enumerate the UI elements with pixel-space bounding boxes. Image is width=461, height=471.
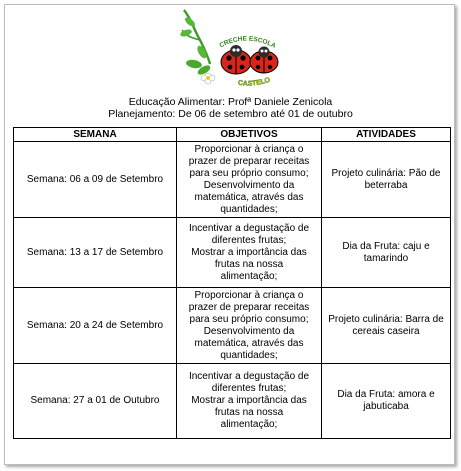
objetivo-line: matemática, através das	[194, 337, 304, 349]
atividades-cell: Projeto culinária: Pão de beterraba	[322, 142, 451, 218]
semana-cell: Semana: 27 a 01 de Outubro	[14, 364, 177, 439]
objetivo-line: frutas na nossa	[214, 258, 284, 270]
objetivos-cell	[177, 288, 322, 364]
svg-text:CASTELO	[237, 76, 271, 87]
column-header-objetivos: OBJETIVOS	[177, 128, 322, 142]
objetivo-line: matemática, através das	[194, 191, 304, 203]
objetivos-cell	[177, 364, 322, 439]
objetivo-line: para seu próprio consumo;	[189, 313, 309, 325]
semana-cell: Semana: 13 a 17 de Setembro	[14, 218, 177, 288]
objetivo-line: Mostrar a importância das	[191, 395, 307, 406]
column-header-atividades: ATIVIDADES	[322, 128, 451, 142]
atividades-cell: Dia da Fruta: amora e jabuticaba	[322, 364, 451, 439]
atividades-cell: Dia da Fruta: caju e tamarindo	[322, 218, 451, 288]
header-line-2: Planejamento: De 06 de setembro até 01 de outubro	[108, 108, 353, 120]
semana-cell: Semana: 06 a 09 de Setembro	[14, 142, 177, 218]
objetivo-line: diferentes frutas;	[211, 234, 287, 246]
ladybug-school-logo	[174, 6, 294, 92]
objetivo-line: quantidades;	[220, 203, 278, 215]
table-row	[14, 288, 451, 364]
objetivo-line: frutas na nossa	[214, 407, 284, 418]
objetivos-cell	[177, 218, 322, 288]
svg-text:CRECHE ESCOLA	[218, 35, 277, 50]
atividades-cell: Projeto culinária: Barra de cereais caseira	[322, 288, 451, 364]
objetivo-line: alimentação;	[220, 419, 278, 430]
objetivo-line: prazer de preparar receitas	[188, 301, 310, 313]
table-row	[14, 142, 451, 218]
objetivo-line: Desenvolvimento da	[203, 325, 295, 337]
objetivos-cell	[177, 142, 322, 218]
planning-table	[13, 127, 451, 439]
table-row	[14, 218, 451, 288]
objetivo-line: Incentivar a degustação de	[188, 371, 310, 382]
objetivo-line: alimentação;	[220, 270, 278, 282]
table-header-row	[14, 128, 451, 142]
logo-text-bottom: CASTELO	[237, 76, 272, 88]
objetivo-line: Mostrar a importância das	[191, 246, 307, 258]
objetivo-line: Proporcionar à criança o	[194, 143, 304, 155]
logo-text-top: CRECHE ESCOLA	[218, 35, 277, 50]
column-header-semana: SEMANA	[14, 128, 177, 142]
objetivo-line: quantidades;	[220, 349, 278, 361]
objetivo-line: Proporcionar à criança o	[194, 289, 304, 301]
header-line-1: Educação Alimentar: Profª Daniele Zenicola	[128, 96, 333, 108]
semana-cell: Semana: 20 a 24 de Setembro	[14, 288, 177, 364]
objetivo-line: prazer de preparar receitas	[188, 155, 310, 167]
objetivo-line: para seu próprio consumo;	[189, 167, 309, 179]
table-row	[14, 364, 451, 439]
objetivo-line: diferentes frutas;	[211, 383, 287, 394]
objetivo-line: Incentivar a degustação de	[188, 222, 310, 234]
objetivo-line: Desenvolvimento da	[203, 179, 295, 191]
